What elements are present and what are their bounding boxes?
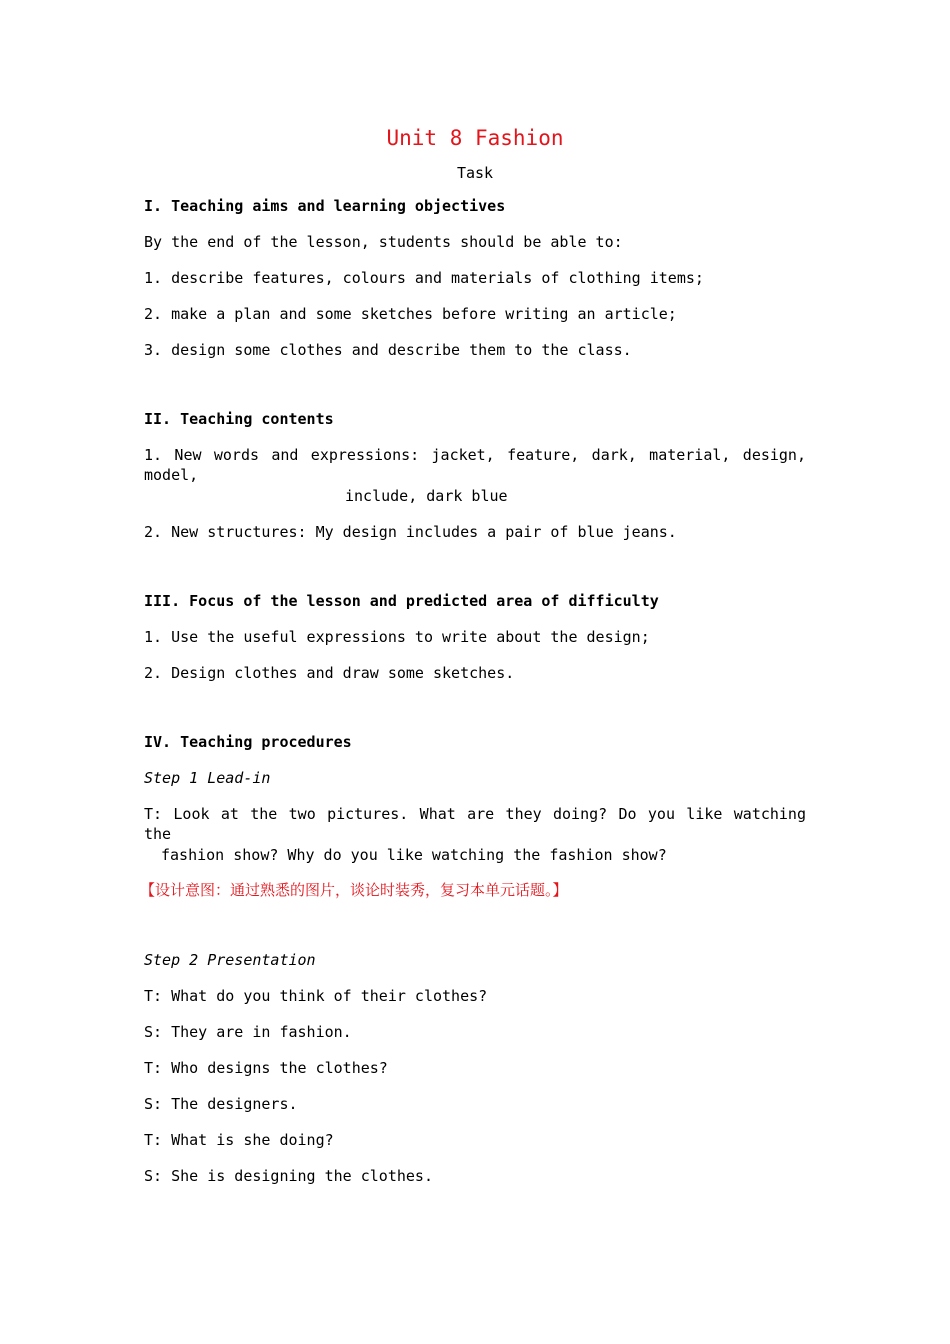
step-1-line-2: fashion show? Why do you like watching the fashion show? [161, 846, 667, 864]
dialogue-line: S: She is designing the clothes. [144, 1167, 433, 1185]
contents-item-1-line-1: 1. New words and expressions: jacket, feature, dark, material, design, model, [144, 446, 806, 484]
aims-intro: By the end of the lesson, students should be able to: [144, 233, 623, 251]
aims-item-2: 2. make a plan and some sketches before writing an article; [144, 305, 677, 323]
contents-item-1-line-2: include, dark blue [345, 487, 508, 505]
focus-item-1: 1. Use the useful expressions to write about the design; [144, 628, 650, 646]
section-heading-focus: III. Focus of the lesson and predicted area of difficulty [144, 592, 659, 610]
aims-item-1: 1. describe features, colours and materials of clothing items; [144, 269, 704, 287]
dialogue-line: T: What is she doing? [144, 1131, 334, 1149]
step-1-title: Step 1 Lead-in [144, 769, 271, 787]
section-heading-contents: II. Teaching contents [144, 410, 334, 428]
contents-item-2: 2. New structures: My design includes a pair of blue jeans. [144, 523, 677, 541]
section-heading-procedures: IV. Teaching procedures [144, 733, 352, 751]
dialogue-line: T: What do you think of their clothes? [144, 987, 488, 1005]
document-subtitle: Task [456, 164, 494, 182]
step-2-title: Step 2 Presentation [144, 951, 316, 969]
design-intent-note: 【设计意图：通过熟悉的图片，谈论时装秀，复习本单元话题。】 [140, 881, 568, 899]
dialogue-line: S: They are in fashion. [144, 1023, 352, 1041]
focus-item-2: 2. Design clothes and draw some sketches. [144, 664, 515, 682]
step-1-line-1: T: Look at the two pictures. What are they doing? Do you like watching the [144, 805, 806, 843]
section-heading-aims: I. Teaching aims and learning objectives [144, 197, 506, 215]
dialogue-line: S: The designers. [144, 1095, 298, 1113]
dialogue-line: T: Who designs the clothes? [144, 1059, 388, 1077]
aims-item-3: 3. design some clothes and describe them to the class. [144, 341, 632, 359]
document-title: Unit 8 Fashion [386, 126, 564, 150]
